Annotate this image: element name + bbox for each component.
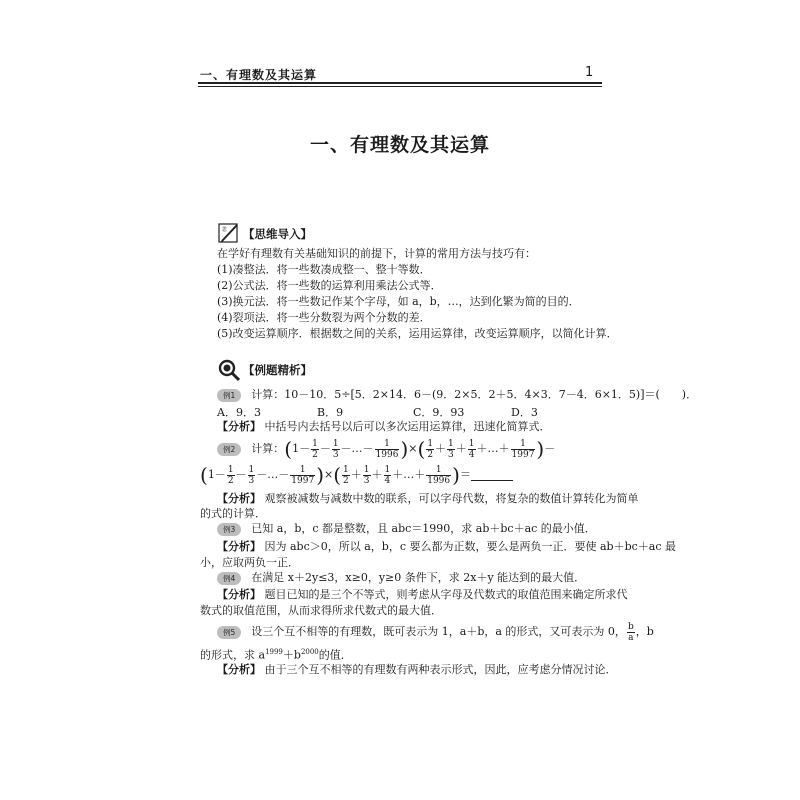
paren-close: ) [400,437,409,461]
example-1 [217,388,697,402]
fraction [290,465,315,486]
fraction [426,465,451,486]
fraction [468,439,476,460]
analysis-label: 【分析】 [217,663,261,676]
fraction-b-over-a [627,622,635,643]
numerator: 1 [290,465,315,476]
numerator: 1 [511,439,536,450]
op: ＋…＋ [476,442,510,455]
denominator: 3 [363,475,370,486]
intro-line-2: (1)凑整法．将一些数凑成整一、整十等数． [217,263,431,276]
term: 1－ [292,442,311,455]
numerator: b [627,621,634,632]
numerator: 1 [248,464,255,475]
numerator: 1 [363,464,370,475]
example-3-analysis [217,540,676,554]
denominator: 1996 [427,475,451,486]
intro-line-4: (3)换元法．将一些数记作某个字母，如 a，b，…，达到化繁为简的目的． [217,295,580,308]
example-1-analysis [217,420,551,434]
example-2-analysis-cont: 的式的计算． [200,507,266,520]
intro-label: 【思维导入】 [243,227,312,241]
numerator: 1 [468,438,475,449]
example-5-line-2 [200,645,352,663]
paren-open: ( [333,463,342,487]
example-2-badge: 例2 [217,443,241,456]
example-4-badge: 例4 [217,572,241,585]
fraction [363,465,371,486]
analysis-label: 【分析】 [217,540,261,553]
fraction [248,465,256,486]
example-5-analysis [217,663,617,677]
numerator: 1 [384,464,391,475]
paren-open: ( [417,437,426,461]
example-5-text: 设三个互不相等的有理数，既可表示为 1，a＋b，a 的形式，又可表示为 0， [251,625,626,638]
example-2-prefix: 计算： [251,442,285,455]
op: － [544,442,556,455]
op: × [324,468,334,481]
numerator: 1 [448,438,454,449]
example-5 [217,620,654,644]
examples-label: 【例题精析】 [243,363,312,377]
header-rule-thin [198,86,602,87]
paren-open: ( [284,437,293,461]
paren-close: ) [452,463,460,487]
denominator: a [628,632,634,643]
intro-line-5: (4)裂项法．将一些分数裂为两个分数的差． [217,311,431,324]
denominator: 1996 [375,449,399,460]
examples-section-header [217,358,312,382]
numerator: 1 [426,465,451,476]
numerator: 1 [332,438,339,449]
op: ＋ [435,442,447,455]
fraction [311,439,319,460]
example-3-badge: 例3 [217,523,241,536]
paren-open: ( [200,463,208,487]
example-4-analysis-text: 题目已知的是三个不等式，则考虑从字母及代数式的取值范围来确定所求代 [264,588,628,601]
denominator: 2 [343,475,349,486]
numerator: 1 [343,464,349,475]
numerator: 1 [375,439,400,450]
op: ＋ [455,442,467,455]
example-1-text: 计算：10－10．5÷[5．2×14．6－(9．2×5．2＋5．4×3．7－4．6×1．5)]＝( )． [251,388,698,401]
choice-d: D．3 [511,406,538,419]
paren-close: ) [316,463,324,487]
answer-blank [471,470,513,481]
analysis-label: 【分析】 [217,492,261,505]
denominator: 1997 [511,449,535,460]
denominator: 2 [312,449,318,460]
choice-b: B．9 [317,406,344,419]
analysis-label: 【分析】 [217,588,261,601]
term: 1－ [207,468,226,481]
denominator: 4 [384,475,391,486]
example-1-badge: 例1 [217,389,241,402]
example-2-line-1 [217,436,555,462]
running-header: 一、有理数及其运算 [200,68,318,82]
denominator: 3 [248,475,255,486]
numerator: 1 [312,438,318,449]
example-2-analysis-text: 观察被减数与减数中数的联系，可以字母代数，将复杂的数值计算转化为简单 [264,492,639,505]
numerator: 1 [427,438,434,449]
op: － [319,442,331,455]
example-3-text: 已知 a，b，c 都是整数，且 abc＝1990，求 ab＋bc＋ac 的最小值． [251,522,596,535]
fraction [384,465,392,486]
example-4-analysis-cont: 数式的取值范围，从而求得所求代数式的最大值． [200,604,442,617]
magnifier-icon [217,358,241,382]
pencil-note-icon [217,222,241,246]
fraction [447,439,455,460]
exponent: 2000 [300,648,319,656]
op: ＝ [459,468,471,481]
denominator: 2 [227,475,234,486]
fraction [511,439,536,460]
example-2-analysis [217,492,639,506]
op: × [408,442,418,455]
analysis-label: 【分析】 [217,420,261,433]
denominator: 2 [427,449,434,460]
fraction [342,465,350,486]
fraction [332,439,340,460]
svg-text:思: 思 [222,227,228,233]
op: ＋ [371,468,383,481]
op: － [235,468,247,481]
example-4-text: 在满足 x＋2y≤3，x≥0，y≥0 条件下，求 2x＋y 能达到的最大值． [251,571,586,584]
denominator: 1997 [291,475,315,486]
choice-a: A．9．3 [217,406,261,419]
op: ＋ [350,468,362,481]
denominator: 3 [448,449,454,460]
intro-line-6: (5)改变运算顺序．根据数之间的关系，运用运算律，改变运算顺序，以简化计算． [217,327,618,340]
text: ＋b [282,648,301,662]
example-1-analysis-text: 中括号内去括号以后可以多次运用运算律，迅速化简算式． [264,420,551,433]
example-5-badge: 例5 [217,626,241,639]
exponent: 1999 [265,648,283,656]
op: ＋…＋ [392,468,426,481]
text: 的值． [318,648,352,662]
example-3-analysis-text: 因为 abc＞0，所以 a，b，c 要么都为正数，要么是两负一正．要使 ab＋bc＋ac 最 [264,540,677,553]
text: 的形式，求 a [200,648,266,662]
denominator: 3 [332,449,339,460]
header-rule [198,82,602,84]
example-5-tail: ，b [635,625,654,638]
intro-section-header [217,222,312,246]
example-4 [217,571,585,585]
chapter-title: 一、有理数及其运算 [309,134,490,156]
paren-close: ) [536,437,545,461]
example-3-analysis-cont: 小，应取两负一正． [200,556,299,569]
example-3 [217,522,596,536]
numerator: 1 [227,464,234,475]
op: －…－ [256,468,290,481]
intro-line-1: 在学好有理数有关基础知识的前提下，计算的常用方法与技巧有： [217,247,536,260]
example-2-line-2 [200,462,513,488]
fraction [426,439,434,460]
example-4-analysis [217,588,628,602]
example-5-analysis-text: 由于三个互不相等的有理数有两种表示形式，因此，应考虑分情况讨论． [264,663,617,676]
choice-c: C．9．93 [413,406,465,419]
denominator: 4 [468,449,475,460]
intro-line-3: (2)公式法．将一些数的运算利用乘法公式等． [217,279,442,292]
op: －…－ [340,442,374,455]
page-number: 1 [585,65,594,80]
fraction [227,465,235,486]
fraction [375,439,400,460]
